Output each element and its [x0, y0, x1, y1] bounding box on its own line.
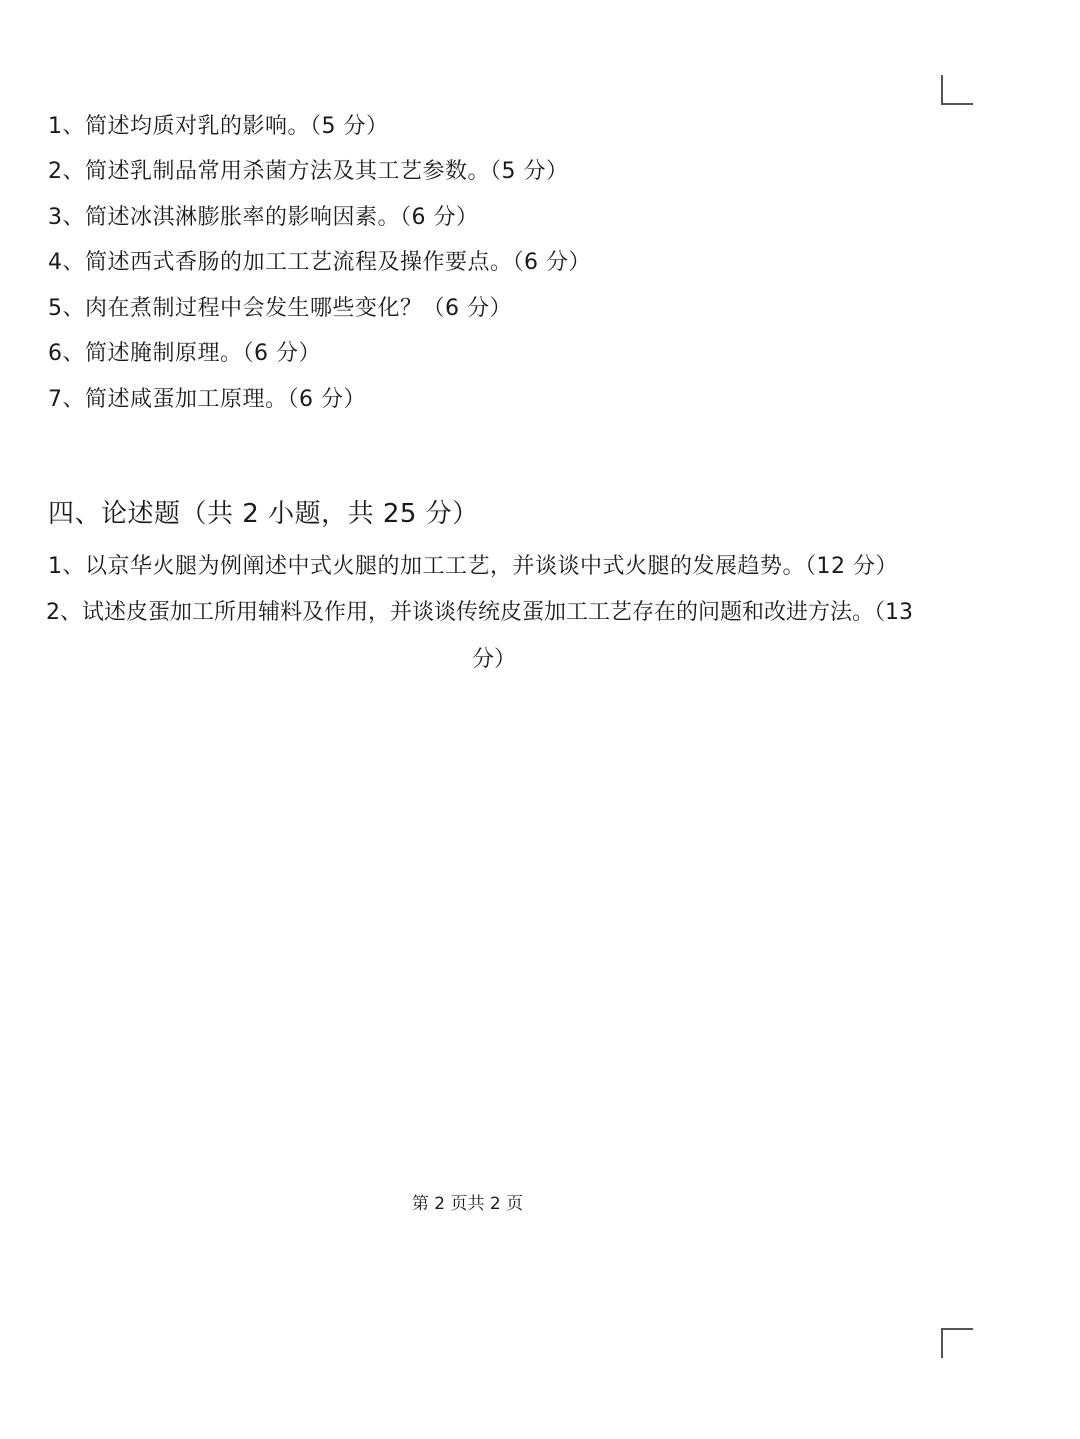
short-answer-item-3: 3、简述冰淇淋膨胀率的影响因素。（6 分） [48, 205, 479, 230]
short-answer-item-4: 4、简述西式香肠的加工工艺流程及操作要点。（6 分） [48, 250, 591, 275]
crop-mark-bottom [941, 1328, 973, 1358]
essay-item-2-continuation: 分） [472, 647, 517, 672]
short-answer-item-1: 1、简述均质对乳的影响。（5 分） [48, 114, 389, 139]
essay-item-1: 1、以京华火腿为例阐述中式火腿的加工工艺，并谈谈中式火腿的发展趋势。（12 分） [48, 554, 898, 579]
essay-section-heading: 四、论述题（共 2 小题，共 25 分） [48, 499, 479, 529]
short-answer-item-6: 6、简述腌制原理。（6 分） [48, 341, 321, 366]
short-answer-item-7: 7、简述咸蛋加工原理。（6 分） [48, 387, 366, 412]
short-answer-item-2: 2、简述乳制品常用杀菌方法及其工艺参数。（5 分） [48, 159, 569, 184]
page-number-footer: 第 2 页共 2 页 [411, 1194, 524, 1214]
essay-item-2: 2、试述皮蛋加工所用辅料及作用，并谈谈传统皮蛋加工工艺存在的问题和改进方法。（13 [46, 600, 913, 625]
short-answer-item-5: 5、肉在煮制过程中会发生哪些变化？（6 分） [48, 296, 512, 321]
crop-mark-top [941, 75, 973, 105]
